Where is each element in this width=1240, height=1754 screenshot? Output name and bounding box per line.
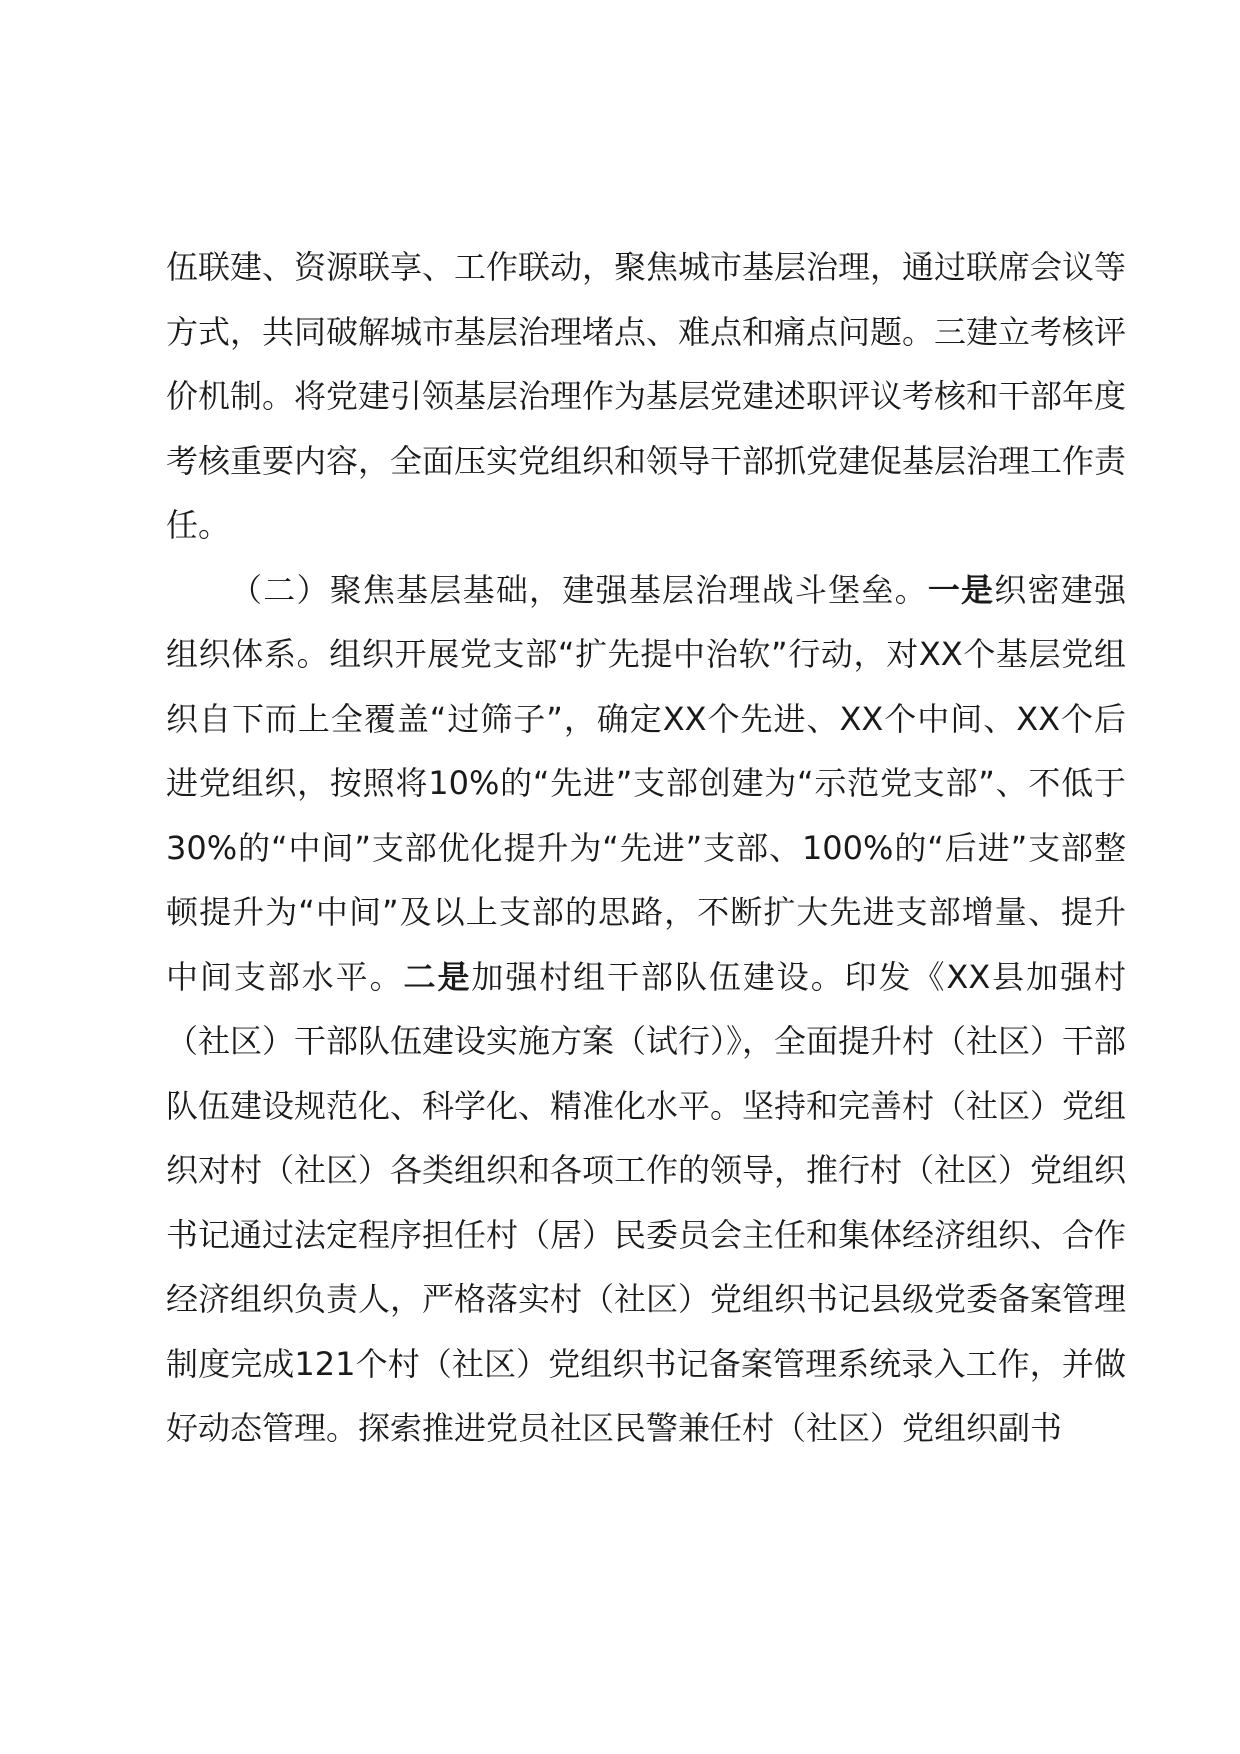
section-two-text-1: 织密建强组织体系。组织开展党支部“扩先提中治软”行动，对XX个基层党组织自下而上全覆盖“过筛子”，确定XX个先进、XX个中间、XX个后进党组织，按照将10%的“先进”支部创建为“示范党支部”、不低于30%的“中间”支部优化提升为“先进”支部、100%的“后进”支部整顿提升为“中间”及以上支部的思路，不断扩大先进支部增量、提升中间支部水平。 [166,570,1126,996]
marker-first: 一是 [927,570,995,609]
paragraph-section-two [166,558,1126,1461]
section-two-heading: （二）聚焦基层基础，建强基层治理战斗堡垒。 [230,570,928,609]
paragraph-1-text: 伍联建、资源联享、工作联动，聚焦城市基层治理，通过联席会议等方式，共同破解城市基层治理堵点、难点和痛点问题。三建立考核评价机制。将党建引领基层治理作为基层党建述职评议考核和干部年度考核重要内容，全面压实党组织和领导干部抓党建促基层治理工作责任。 [166,248,1127,544]
marker-second: 二是 [403,957,472,996]
section-two-text-2: 加强村组干部队伍建设。印发《XX县加强村（社区）干部队伍建设实施方案（试行）》，全面提升村（社区）干部队伍建设规范化、科学化、精准化水平。坚持和完善村（社区）党组织对村（社区）各类组织和各项工作的领导，推行村（社区）党组织书记通过法定程序担任村（居）民委员会主任和集体经济组织、合作经济组织负责人，严格落实村（社区）党组织书记县级党委备案管理制度完成121个村（社区）党组织书记备案管理系统录入工作，并做好动态管理。探索推进党员社区民警兼任村（社区）党组织副书 [166,957,1127,1447]
document-body [166,235,1126,1461]
paragraph-continuation [166,235,1126,558]
